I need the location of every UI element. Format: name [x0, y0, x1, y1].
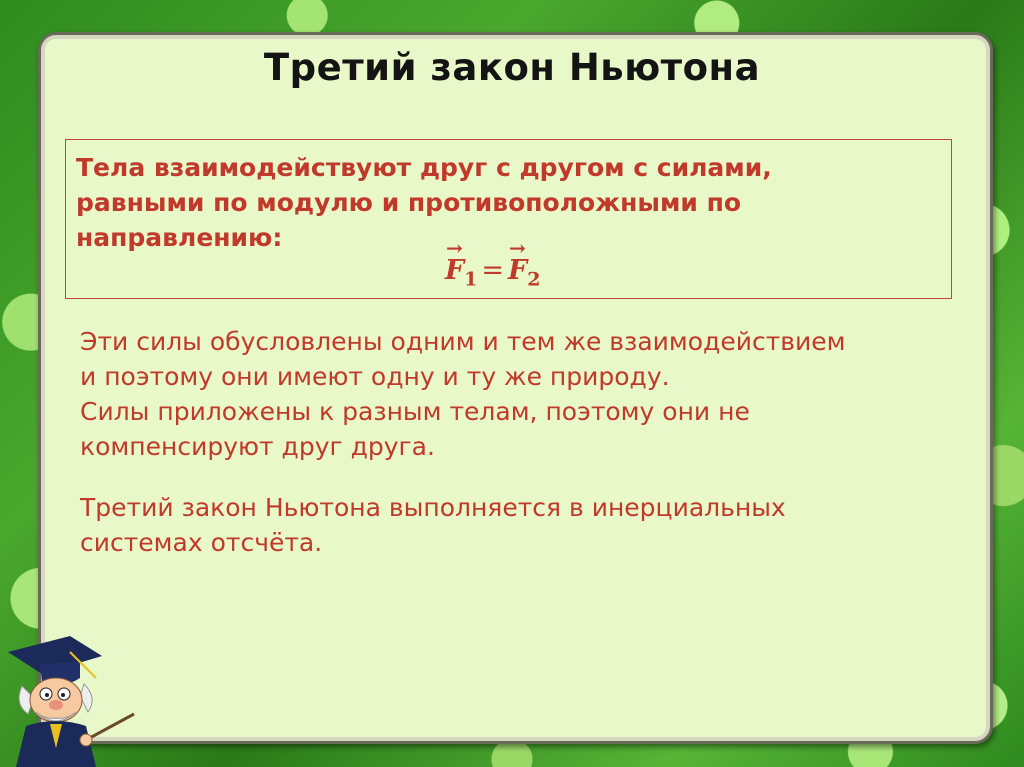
law-line-2: равными по модулю и противоположными по — [76, 188, 742, 217]
law-line-3: направлению: — [76, 223, 283, 252]
explanation-line-4: компенсируют друг друга. — [80, 432, 435, 461]
explanation-line-3: Силы приложены к разным телам, поэтому они не — [80, 397, 750, 426]
equals-sign: = — [481, 255, 505, 286]
explanation-line-1: Эти силы обусловлены одним и тем же взаимодействием — [80, 327, 846, 356]
hand — [80, 734, 92, 746]
note-line-1: Третий закон Ньютона выполняется в инерциальных — [80, 493, 786, 522]
slide-title: Третий закон Ньютона — [263, 46, 761, 89]
forces-explanation — [80, 324, 960, 464]
professor-mascot-image — [0, 608, 140, 767]
nose — [49, 700, 63, 710]
force-2-index: 2 — [527, 268, 541, 291]
law-statement — [76, 150, 936, 255]
pointer-stick — [86, 714, 134, 740]
newton-formula — [445, 255, 540, 290]
law-line-1: Тела взаимодействуют друг с другом с силами, — [76, 153, 772, 182]
force-1-index: 1 — [464, 268, 478, 291]
force-2-vector: → F — [508, 255, 527, 286]
inertial-frames-note — [80, 490, 960, 560]
note-line-2: системах отсчёта. — [80, 528, 323, 557]
explanation-line-2: и поэтому они имеют одну и ту же природу. — [80, 362, 670, 391]
force-1-vector: → F — [445, 255, 464, 286]
